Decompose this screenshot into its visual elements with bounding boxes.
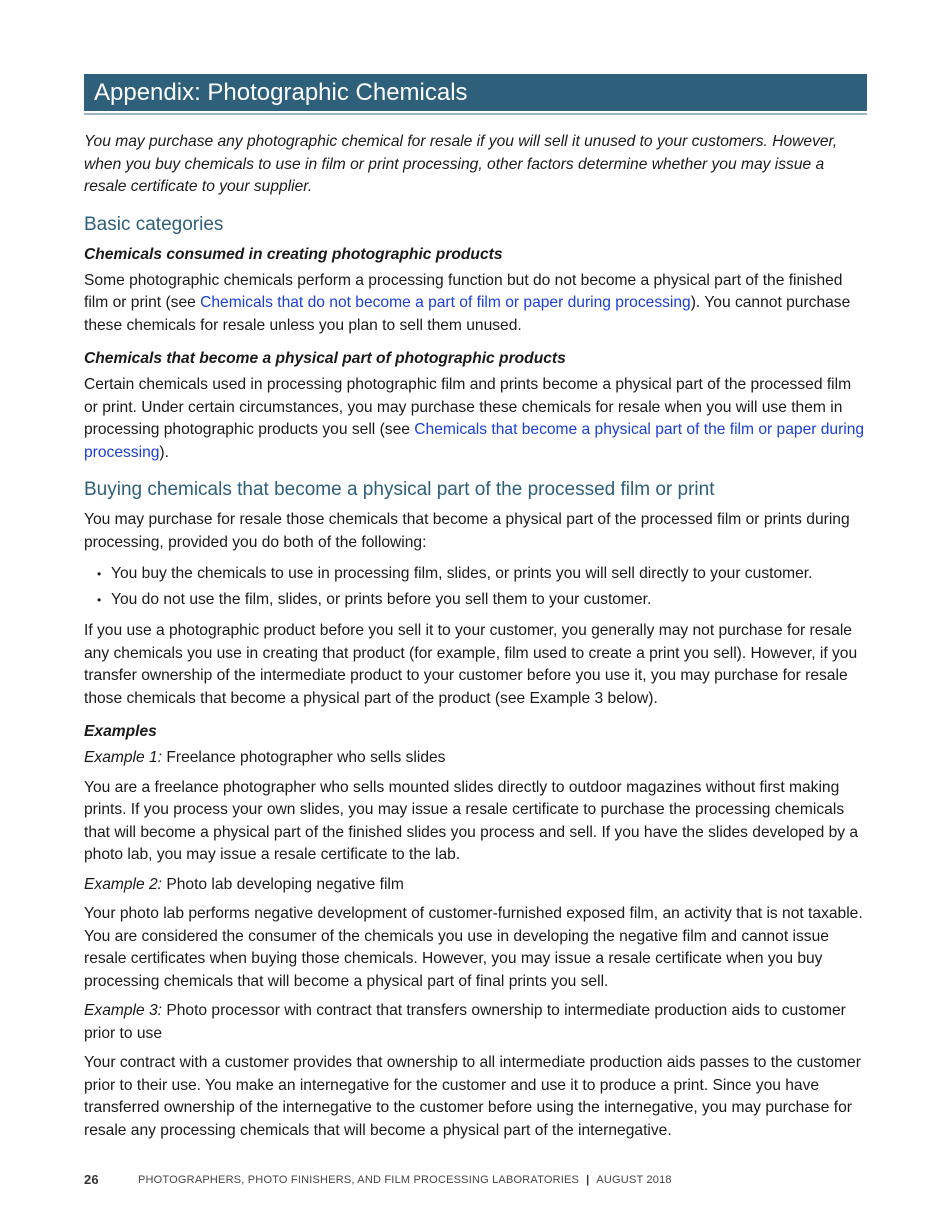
conditions-list <box>84 563 867 611</box>
bullet-icon: • <box>97 567 102 581</box>
examples-heading: Examples <box>84 723 157 740</box>
physical-chemicals-heading: Chemicals that become a physical part of photographic products <box>84 350 566 367</box>
page-footer <box>84 1172 672 1187</box>
consumed-chemicals-link[interactable]: Chemicals that do not become a part of film or paper during processing <box>200 294 691 311</box>
list-item: • You buy the chemicals to use in processing film, slides, or prints you will sell directly to your customer. <box>84 563 867 586</box>
page-content <box>84 74 867 1142</box>
list-item: • You do not use the film, slides, or prints before you sell them to your customer. <box>84 589 867 612</box>
example-3-title: Example 3: Photo processor with contract that transfers ownership to intermediate production aids to customer prior to use <box>84 1002 846 1042</box>
footer-separator: | <box>586 1173 590 1186</box>
buying-chemicals-heading: Buying chemicals that become a physical part of the processed film or print <box>84 479 715 500</box>
basic-categories-heading: Basic categories <box>84 213 224 235</box>
physical-chemicals-link[interactable]: Chemicals that become a physical part of the film or paper during processing <box>84 421 865 461</box>
buying-intro-paragraph: You may purchase for resale those chemicals that become a physical part of the processed film or prints during processing, provided you do both of the following: <box>84 511 850 551</box>
example-1-title: Example 1: Freelance photographer who sells slides <box>84 749 446 766</box>
publication-title: PHOTOGRAPHERS, PHOTO FINISHERS, AND FILM PROCESSING LABORATORIES <box>138 1173 580 1186</box>
example-2-body: Your photo lab performs negative development of customer-furnished exposed film, an activity that is not taxable. You are considered the consumer of the chemicals you use in developing the negative film and cannot issue resale certificates when buying those chemicals. However, you may issue a resale certificate when you buy processing chemicals that will become a physical part of final prints you sell. <box>84 905 863 990</box>
page-title: Appendix: Photographic Chemicals <box>84 74 867 113</box>
example-1-body: You are a freelance photographer who sells mounted slides directly to outdoor magazines without first making prints. If you process your own slides, you may issue a resale certificate to purchase the processing chemicals that will become a physical part of the finished slides you process and sell. If you have the slides developed by a photo lab, you may issue a resale certificate to the lab. <box>84 778 859 863</box>
consumed-chemicals-heading: Chemicals consumed in creating photographic products <box>84 245 503 263</box>
example-2-title: Example 2: Photo lab developing negative film <box>84 875 404 893</box>
publication-date: AUGUST 2018 <box>596 1173 672 1186</box>
page-number: 26 <box>84 1172 99 1187</box>
intro-paragraph: You may purchase any photographic chemical for resale if you will sell it unused to your customers. However, when you buy chemicals to use in film or print processing, other factors determine whether you may issue a resale certificate to your supplier. <box>84 133 838 195</box>
example-3-body: Your contract with a customer provides that ownership to all intermediate production aids passes to the customer prior to their use. You make an internegative for the customer and use it to produce a print. Since you have transferred ownership of the internegative to the customer before using the internegative, you may purchase for resale any processing chemicals that will become a physical part of the internegative. <box>84 1054 861 1139</box>
bullet-icon: • <box>97 592 102 607</box>
consumed-chemicals-paragraph: Some photographic chemicals perform a processing function but do not become a physical part of the finished film or print (see Chemicals that do not become a part of film or paper during processing). You cannot purchase these chemicals for resale unless you plan to sell them unused. <box>84 271 851 334</box>
buying-detail-paragraph: If you use a photographic product before you sell it to your customer, you generally may not purchase for resale any chemicals you use in creating that product (for example, film used to create a print you sell). However, if you transfer ownership of the intermediate product to your customer before you use it, you may purchase for resale those chemicals that become a physical part of the product (see Example 3 below). <box>84 622 858 707</box>
physical-chemicals-paragraph: Certain chemicals used in processing photographic film and prints become a physical part of the processed film or print. Under certain circumstances, you may purchase these chemicals for resale when you will use them in processing photographic products you sell (see Chemicals that become a physical part of the film or paper during processing). <box>84 376 865 461</box>
